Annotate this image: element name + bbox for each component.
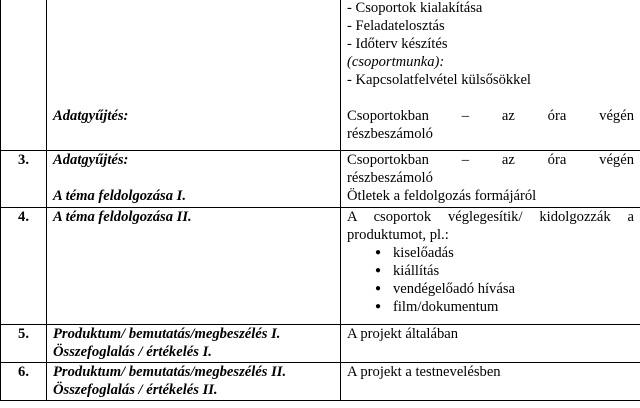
list-item: ● kiállítás (375, 262, 634, 280)
description-line: Csoportokban – az óra végén (347, 152, 634, 168)
description-cell (341, 363, 640, 401)
description-line: részbeszámoló (347, 126, 433, 142)
activity-label: A téma feldolgozása II. (53, 209, 192, 225)
activity-label: Adatgyűjtés: (53, 152, 129, 168)
activity-label: Produktum/ bemutatás/megbeszélés II. (53, 364, 287, 380)
table-row (1, 0, 640, 151)
row-number: 5. (1, 325, 47, 363)
list-item: ● film/dokumentum (375, 298, 634, 316)
description-cell (341, 208, 640, 325)
list-item: ● kiselőadás (375, 244, 634, 262)
description-cell (341, 0, 640, 151)
activity-label: Adatgyűjtés: (53, 108, 129, 124)
description-line: részbeszámoló (347, 170, 433, 186)
activity-label: Összefoglalás / értékelés I. (53, 344, 212, 360)
description-line: - Csoportok kialakítása (347, 0, 483, 16)
description-line: A projekt általában (347, 326, 459, 342)
activity-label: Összefoglalás / értékelés II. (53, 382, 218, 398)
description-line: (csoportmunka): (347, 54, 445, 70)
description-line: A projekt a testnevelésben (347, 364, 501, 380)
description-cell (341, 325, 640, 363)
description-line: produktumot, pl.: (347, 227, 449, 243)
activity-cell (47, 151, 341, 208)
activity-cell (47, 208, 341, 325)
list-item: ● vendégelőadó hívása (375, 280, 634, 298)
description-line (347, 89, 634, 107)
row-number: 3. (1, 151, 47, 208)
description-cell (341, 151, 640, 208)
row-number: 6. (1, 363, 47, 401)
description-line: - Időterv készítés (347, 36, 448, 52)
description-line: Ötletek a feldolgozás formájáról (347, 188, 537, 204)
table-row (1, 363, 640, 401)
activity-cell (47, 0, 341, 151)
table-row (1, 151, 640, 208)
activity-label: A téma feldolgozása I. (53, 188, 186, 204)
activity-label: Produktum/ bemutatás/megbeszélés I. (53, 326, 281, 342)
description-line: A csoportok véglegesítik/ kidolgozzák a (347, 209, 634, 225)
row-number: 4. (1, 208, 47, 325)
description-line: - Feladatelosztás (347, 18, 445, 34)
table-row (1, 208, 640, 325)
product-list (347, 244, 634, 316)
description-line: Csoportokban – az óra végén (347, 108, 634, 124)
description-line: - Kapcsolatfelvétel külsősökkel (347, 72, 531, 88)
activity-cell (47, 363, 341, 401)
table-row (1, 325, 640, 363)
activity-label (53, 169, 334, 187)
row-number (1, 0, 47, 151)
activity-cell (47, 325, 341, 363)
